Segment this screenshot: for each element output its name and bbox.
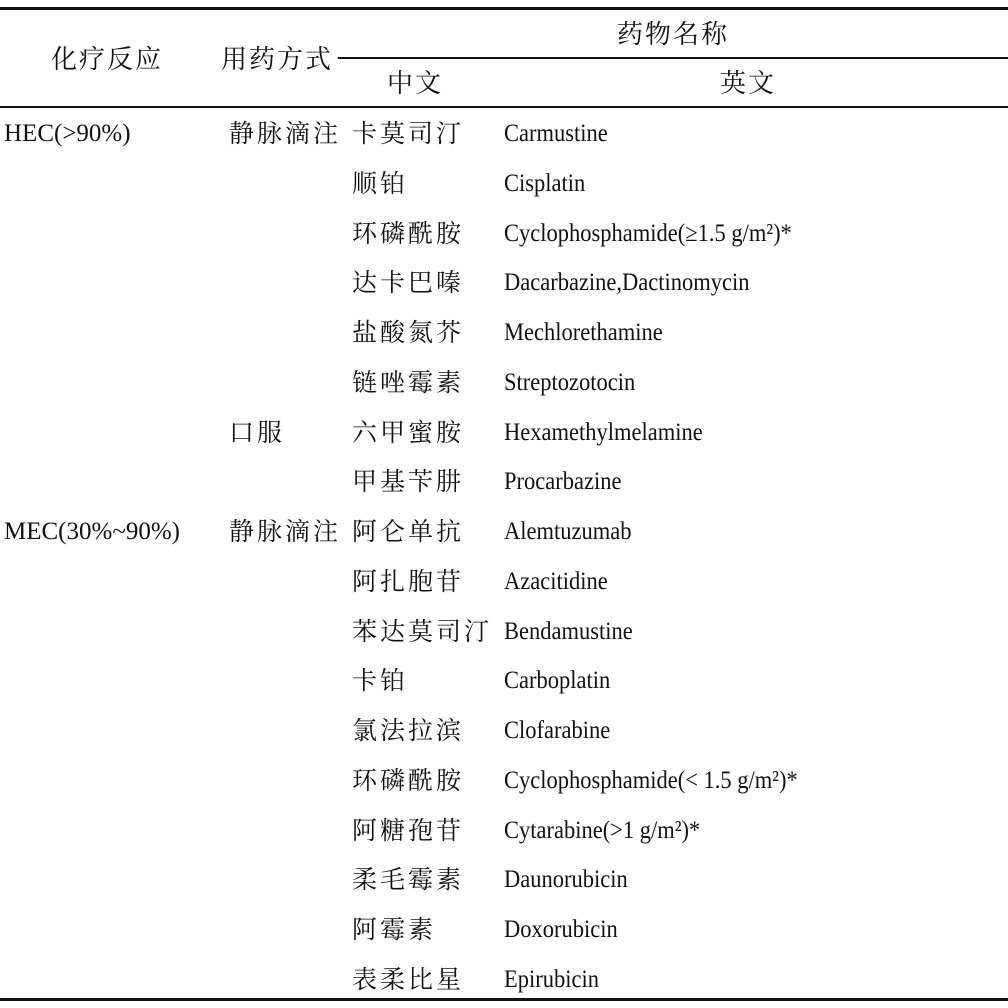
table-top-rule xyxy=(0,7,1008,10)
header-route: 用药方式 xyxy=(220,45,334,75)
drug-name-span-rule xyxy=(338,57,1008,59)
cell-english-name: Hexamethylmelamine xyxy=(504,419,703,446)
cell-english-name: Bendamustine xyxy=(504,618,633,645)
cell-english-name: Carmustine xyxy=(504,120,608,147)
cell-english-name: Azacitidine xyxy=(504,568,608,595)
cell-english-name: Mechlorethamine xyxy=(504,319,663,346)
cell-chinese-name: 链唑霉素 xyxy=(352,368,465,397)
cell-chinese-name: 表柔比星 xyxy=(352,965,465,994)
cell-english-name: Doxorubicin xyxy=(504,916,618,943)
cell-chinese-name: 柔毛霉素 xyxy=(352,865,465,894)
cell-english-name: Cytarabine(>1 g/m²)* xyxy=(504,817,701,844)
cell-english-name: Clofarabine xyxy=(504,717,611,744)
cell-chinese-name: 卡莫司汀 xyxy=(352,119,465,148)
cell-english-name: Cisplatin xyxy=(504,170,586,197)
header-bottom-rule xyxy=(0,106,1008,108)
cell-english-name: Dacarbazine,Dactinomycin xyxy=(504,269,750,296)
cell-english-name: Streptozotocin xyxy=(504,369,636,396)
cell-chinese-name: 苯达莫司汀 xyxy=(352,617,493,646)
cell-chinese-name: 环磷酰胺 xyxy=(352,766,465,795)
cell-reaction: HEC(>90%) xyxy=(4,120,131,147)
cell-chinese-name: 阿扎胞苷 xyxy=(352,567,465,596)
cell-chinese-name: 阿霉素 xyxy=(352,915,437,944)
cell-chinese-name: 环磷酰胺 xyxy=(352,219,465,248)
cell-chinese-name: 阿糖孢苷 xyxy=(352,816,465,845)
table-bottom-rule xyxy=(0,998,1008,1001)
cell-english-name: Carboplatin xyxy=(504,667,611,694)
cell-english-name: Cyclophosphamide(< 1.5 g/m²)* xyxy=(504,767,798,794)
header-chinese: 中文 xyxy=(386,69,444,99)
header-english: 英文 xyxy=(719,69,777,99)
header-drug-name: 药物名称 xyxy=(616,20,730,50)
cell-english-name: Daunorubicin xyxy=(504,866,628,893)
cell-route: 静脉滴注 xyxy=(229,119,342,148)
cell-chinese-name: 卡铂 xyxy=(352,666,409,695)
cell-chinese-name: 甲基苄肼 xyxy=(352,467,465,496)
cell-reaction: MEC(30%~90%) xyxy=(4,518,181,545)
cell-english-name: Procarbazine xyxy=(504,468,622,495)
cell-english-name: Cyclophosphamide(≥1.5 g/m²)* xyxy=(504,220,792,247)
cell-chinese-name: 氯法拉滨 xyxy=(352,716,465,745)
cell-route: 静脉滴注 xyxy=(229,517,342,546)
cell-chinese-name: 达卡巴嗪 xyxy=(352,268,465,297)
cell-chinese-name: 六甲蜜胺 xyxy=(352,418,465,447)
cell-chinese-name: 盐酸氮芥 xyxy=(352,318,465,347)
cell-chinese-name: 顺铂 xyxy=(352,169,409,198)
cell-chinese-name: 阿仑单抗 xyxy=(352,517,465,546)
cell-english-name: Alemtuzumab xyxy=(504,518,632,545)
header-reaction: 化疗反应 xyxy=(50,45,164,75)
cell-route: 口服 xyxy=(229,418,286,447)
cell-english-name: Epirubicin xyxy=(504,966,599,993)
